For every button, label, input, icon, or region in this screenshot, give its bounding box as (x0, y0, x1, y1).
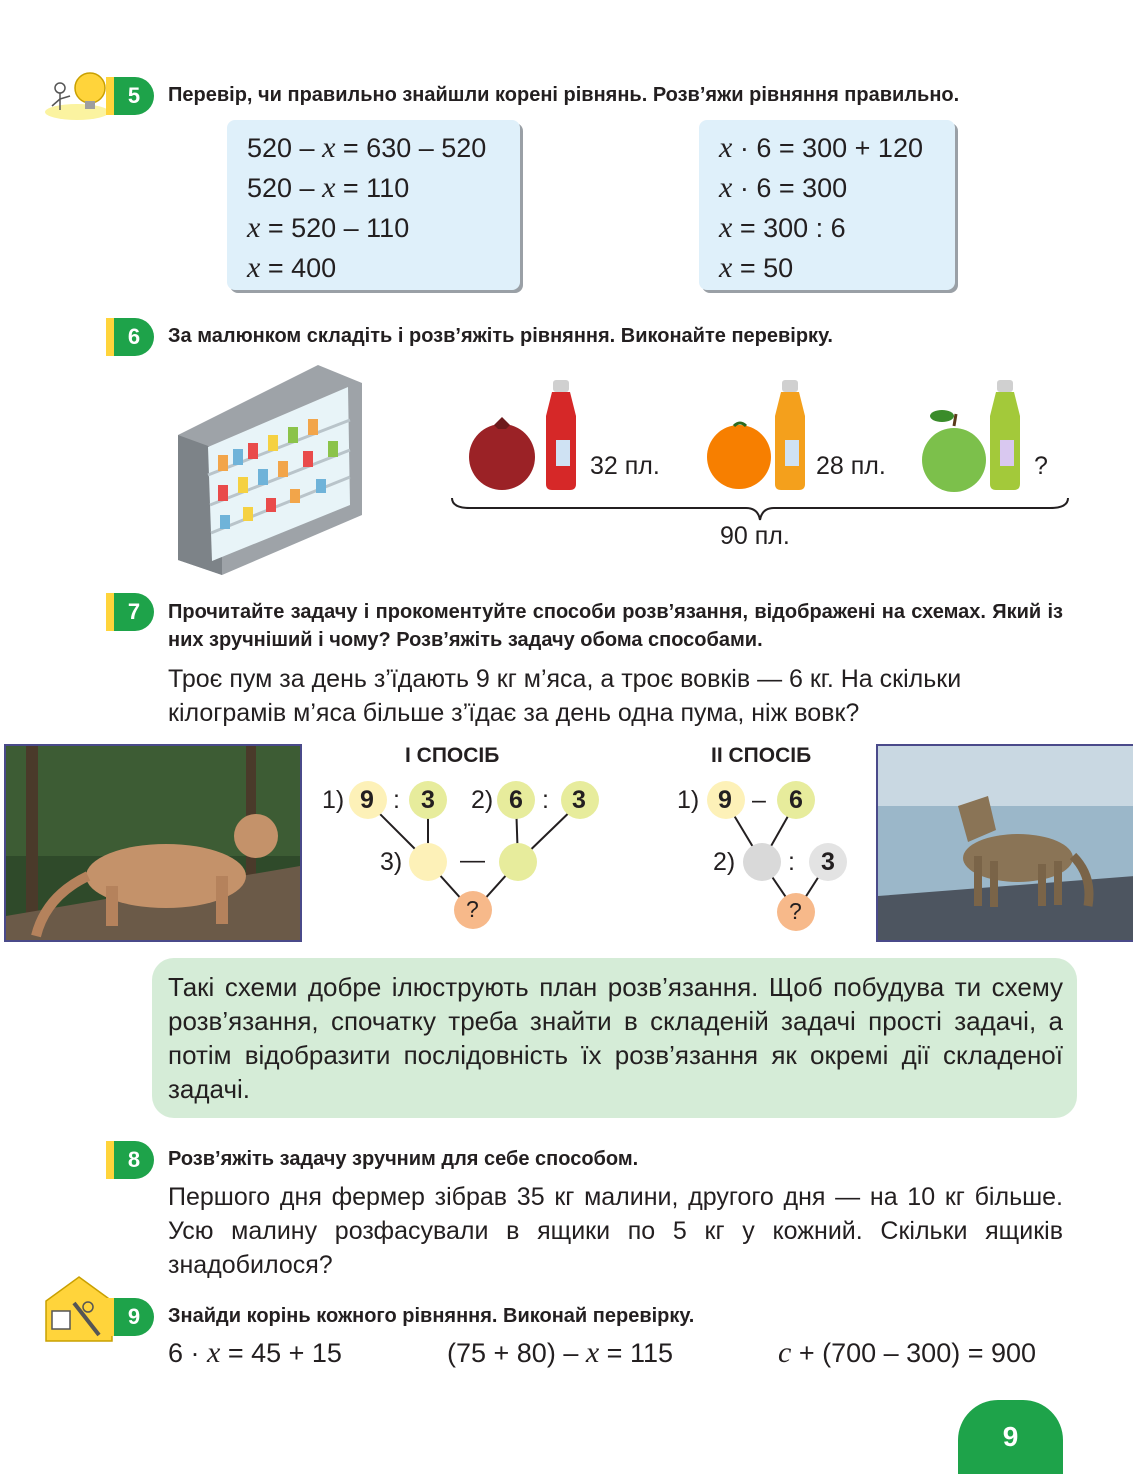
scheme1-title: І СПОСІБ (405, 744, 500, 767)
scheme-operator: : (393, 786, 400, 814)
scheme-number: 6 (509, 786, 523, 814)
task8-instruction: Розв’яжіть задачу зручним для себе способом. (168, 1148, 639, 1170)
puma-photo (4, 744, 302, 942)
store-shelf-illustration (178, 365, 362, 575)
equation-line: x = 300 : 6 (719, 211, 846, 244)
equation-line: x = 50 (719, 251, 794, 284)
scheme-number: 3 (572, 786, 586, 814)
task-number-badge: 8 (114, 1141, 154, 1179)
equation-box-right (699, 120, 955, 290)
step-label: 2) (713, 848, 736, 876)
scheme-operator: – (752, 786, 766, 814)
step-label: 1) (322, 786, 345, 814)
task7-problem: Троє пум за день з’їдають 9 кг м’яса, а троє вовків — 6 кг. На скільки кілограмів м’яса більше з’їдає за день одна пума, ніж вовк? (168, 665, 962, 727)
step-label: 3) (380, 848, 403, 876)
brace (450, 496, 1070, 522)
green-apple-illustration (918, 404, 990, 494)
wolf-photo (876, 744, 1133, 942)
juice-label: ? (1034, 452, 1048, 480)
task8-problem: Першого дня фермер зібрав 35 кг малини, другого дня — на 10 кг більше. Усю малину розфасували в ящики по 5 кг у кожний. Скільки ящиків знадобилося? (168, 1183, 1063, 1279)
pomegranate-illustration (462, 415, 542, 491)
red-juice-bottle-illustration (540, 380, 582, 490)
homework-house-icon (44, 1275, 114, 1343)
scheme-operator: : (542, 786, 549, 814)
total-label: 90 пл. (720, 522, 790, 550)
equation-line: 520 – x = 110 (247, 171, 410, 204)
scheme2-title: ІІ СПОСІБ (711, 744, 812, 767)
step-label: 2) (471, 786, 494, 814)
scheme-number: 3 (821, 848, 835, 876)
equation: 6 · x = 45 + 15 (168, 1336, 342, 1369)
equation-line: x · 6 = 300 (719, 171, 848, 204)
note-text: Такі схеми добре ілюструють план розв’язання. Щоб побудува ти схему розв’язання, спочатку треба знайти в складеній задачі прості задачі, а потім відобразити послідовність їх розв’язання як окремі дії складеної задачі. (168, 972, 1063, 1104)
task-number-badge: 5 (114, 77, 154, 115)
step-label: 1) (677, 786, 700, 814)
juice-label: 28 пл. (816, 452, 886, 480)
scheme2-diagram (670, 776, 870, 936)
task-number-badge: 9 (114, 1298, 154, 1336)
equation: (75 + 80) – x = 115 (447, 1336, 673, 1369)
scheme-number: 6 (789, 786, 803, 814)
scheme-number: 9 (718, 786, 732, 814)
task-number-badge: 7 (114, 593, 154, 631)
equation-line: x · 6 = 300 + 120 (719, 131, 923, 164)
task6-instruction: За малюнком складіть і розв’яжіть рівняння. Виконайте перевірку. (168, 325, 833, 347)
scheme-number: 3 (421, 786, 435, 814)
page-number: 9 (958, 1400, 1063, 1474)
task9-instruction: Знайди корінь кожного рівняння. Виконай перевірку. (168, 1305, 695, 1327)
task5-instruction: Перевір, чи правильно знайшли корені рівнянь. Розв’яжи рівняння правильно. (168, 84, 960, 106)
orange-illustration (704, 420, 774, 490)
equation-line: x = 400 (247, 251, 337, 284)
equation-line: x = 520 – 110 (247, 211, 410, 244)
scheme-operator: — (460, 846, 485, 874)
green-juice-bottle-illustration (985, 380, 1025, 490)
equation-line: 520 – x = 630 – 520 (247, 131, 487, 164)
task7-instruction: Прочитайте задачу і прокоментуйте способи розв’язання, відображені на схемах. Який із них зручніший і чому? Розв’яжіть задачу обома способами. (168, 601, 1063, 651)
scheme-number: 9 (360, 786, 374, 814)
scheme-operator: : (788, 848, 795, 876)
task-number-badge: 6 (114, 318, 154, 356)
scheme-result: ? (789, 898, 802, 924)
equation-box-left (227, 120, 520, 290)
orange-juice-bottle-illustration (770, 380, 810, 490)
scheme-result: ? (466, 896, 479, 922)
lightbulb-icon (42, 66, 112, 122)
juice-label: 32 пл. (590, 452, 660, 480)
equation: c + (700 – 300) = 900 (778, 1336, 1037, 1369)
